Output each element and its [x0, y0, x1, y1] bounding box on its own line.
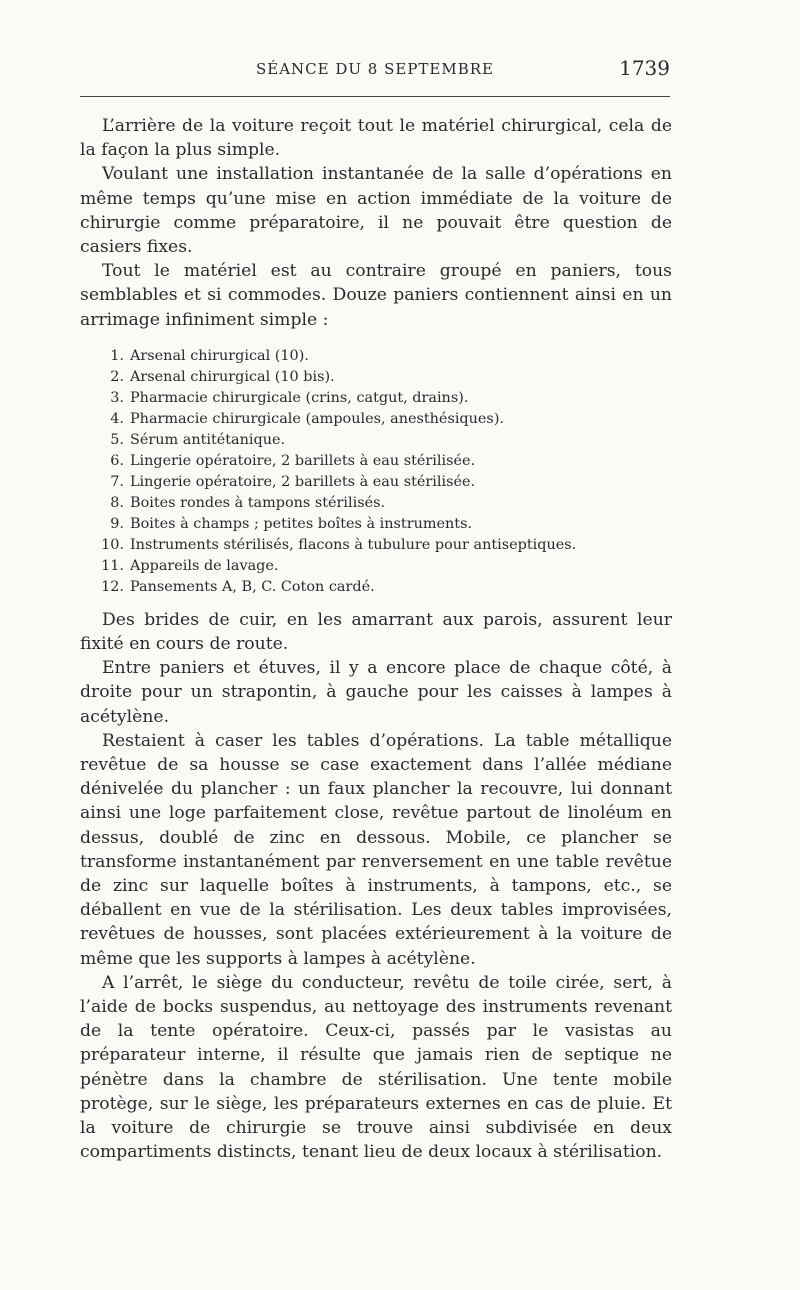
paragraph: Restaient à caser les tables d’opérations. La table métallique revêtue de sa housse se case exactement dans l’allée médiane dénivelée du plancher : un faux plancher la recouvre, lui donnant ainsi une loge parfaitement close, revêtue partout de linoléum en dessus, doublé de zinc en dessous. Mobile, ce plancher se transforme instantanément par renversement en une table revêtue de zinc sur laquelle boîtes à instruments, à tampons, etc., se déballent en vue de la stérilisation. Les deux tables improvisées, revêtues de housses, sont placées extérieurement à la voiture de même que les supports à lampes à acétylène.: [80, 730, 672, 969]
list-number: 10.: [101, 536, 124, 553]
body-text: [80, 114, 672, 1165]
list-item: [80, 388, 672, 409]
list-number: 11.: [101, 557, 124, 574]
paragraph: L’arrière de la voiture reçoit tout le matériel chirurgical, cela de la façon la plus simple.: [80, 116, 672, 161]
list-number: 3.: [110, 389, 124, 406]
list-text: Boites rondes à tampons stérilisés.: [130, 494, 386, 511]
list-text: Sérum antitétanique.: [130, 431, 286, 448]
list-item: [80, 472, 672, 493]
list-text: Pharmacie chirurgicale (crins, catgut, drains).: [130, 389, 469, 406]
list-number: 7.: [110, 473, 124, 490]
list-text: Lingerie opératoire, 2 barillets à eau stérilisée.: [130, 452, 476, 469]
paragraph: Voulant une installation instantanée de la salle d’opérations en même temps qu’une mise en action immédiate de la voiture de chirurgie comme préparatoire, il ne pouvait être question de casiers fixes.: [80, 164, 672, 258]
list-number: 2.: [110, 368, 124, 385]
list-number: 5.: [110, 431, 124, 448]
list-text: Appareils de lavage.: [130, 557, 279, 574]
paragraph: Tout le matériel est au contraire groupé en paniers, tous semblables et si commodes. Douze paniers contiennent ainsi en un arrimage infiniment simple :: [80, 261, 672, 330]
list-item: [80, 367, 672, 388]
list-text: Arsenal chirurgical (10).: [130, 347, 309, 364]
basket-list: [80, 346, 672, 598]
page-number: 1739: [619, 56, 670, 80]
list-text: Pansements A, B, C. Coton cardé.: [130, 578, 375, 595]
list-number: 6.: [110, 452, 124, 469]
page-header: [80, 52, 670, 92]
list-item: [80, 430, 672, 451]
list-text: Lingerie opératoire, 2 barillets à eau stérilisée.: [130, 473, 476, 490]
list-item: [80, 493, 672, 514]
header-rule: [80, 96, 670, 97]
list-number: 9.: [110, 515, 124, 532]
list-item: [80, 556, 672, 577]
list-item: [80, 451, 672, 472]
list-item: [80, 514, 672, 535]
paragraph: A l’arrêt, le siège du conducteur, revêtu de toile cirée, sert, à l’aide de bocks suspendus, au nettoyage des instruments revenant de la tente opératoire. Ceux-ci, passés par le vasistas au préparateur interne, il résulte que jamais rien de septique ne pénètre dans la chambre de stérilisation. Une tente mobile protège, sur le siège, les préparateurs externes en cas de pluie. Et la voiture de chirurgie se trouve ainsi subdivisée en deux compartiments distincts, tenant lieu de deux locaux à stérilisation.: [80, 972, 672, 1163]
list-text: Arsenal chirurgical (10 bis).: [130, 368, 335, 385]
list-text: Pharmacie chirurgicale (ampoules, anesthésiques).: [130, 410, 505, 427]
list-text: Instruments stérilisés, flacons à tubulure pour antiseptiques.: [130, 536, 577, 553]
list-item: [80, 535, 672, 556]
list-item: [80, 346, 672, 367]
list-number: 4.: [110, 410, 124, 427]
list-item: [80, 577, 672, 598]
paragraph: Entre paniers et étuves, il y a encore place de chaque côté, à droite pour un strapontin, à gauche pour les caisses à lampes à acétylène.: [80, 658, 672, 727]
list-number: 1.: [110, 347, 124, 364]
list-number: 12.: [101, 578, 124, 595]
running-title: SÉANCE DU 8 SEPTEMBRE: [255, 60, 495, 78]
list-text: Boites à champs ; petites boîtes à instruments.: [130, 515, 473, 532]
list-number: 8.: [110, 494, 124, 511]
paragraph: Des brides de cuir, en les amarrant aux parois, assurent leur fixité en cours de route.: [80, 609, 672, 655]
list-item: [80, 409, 672, 430]
